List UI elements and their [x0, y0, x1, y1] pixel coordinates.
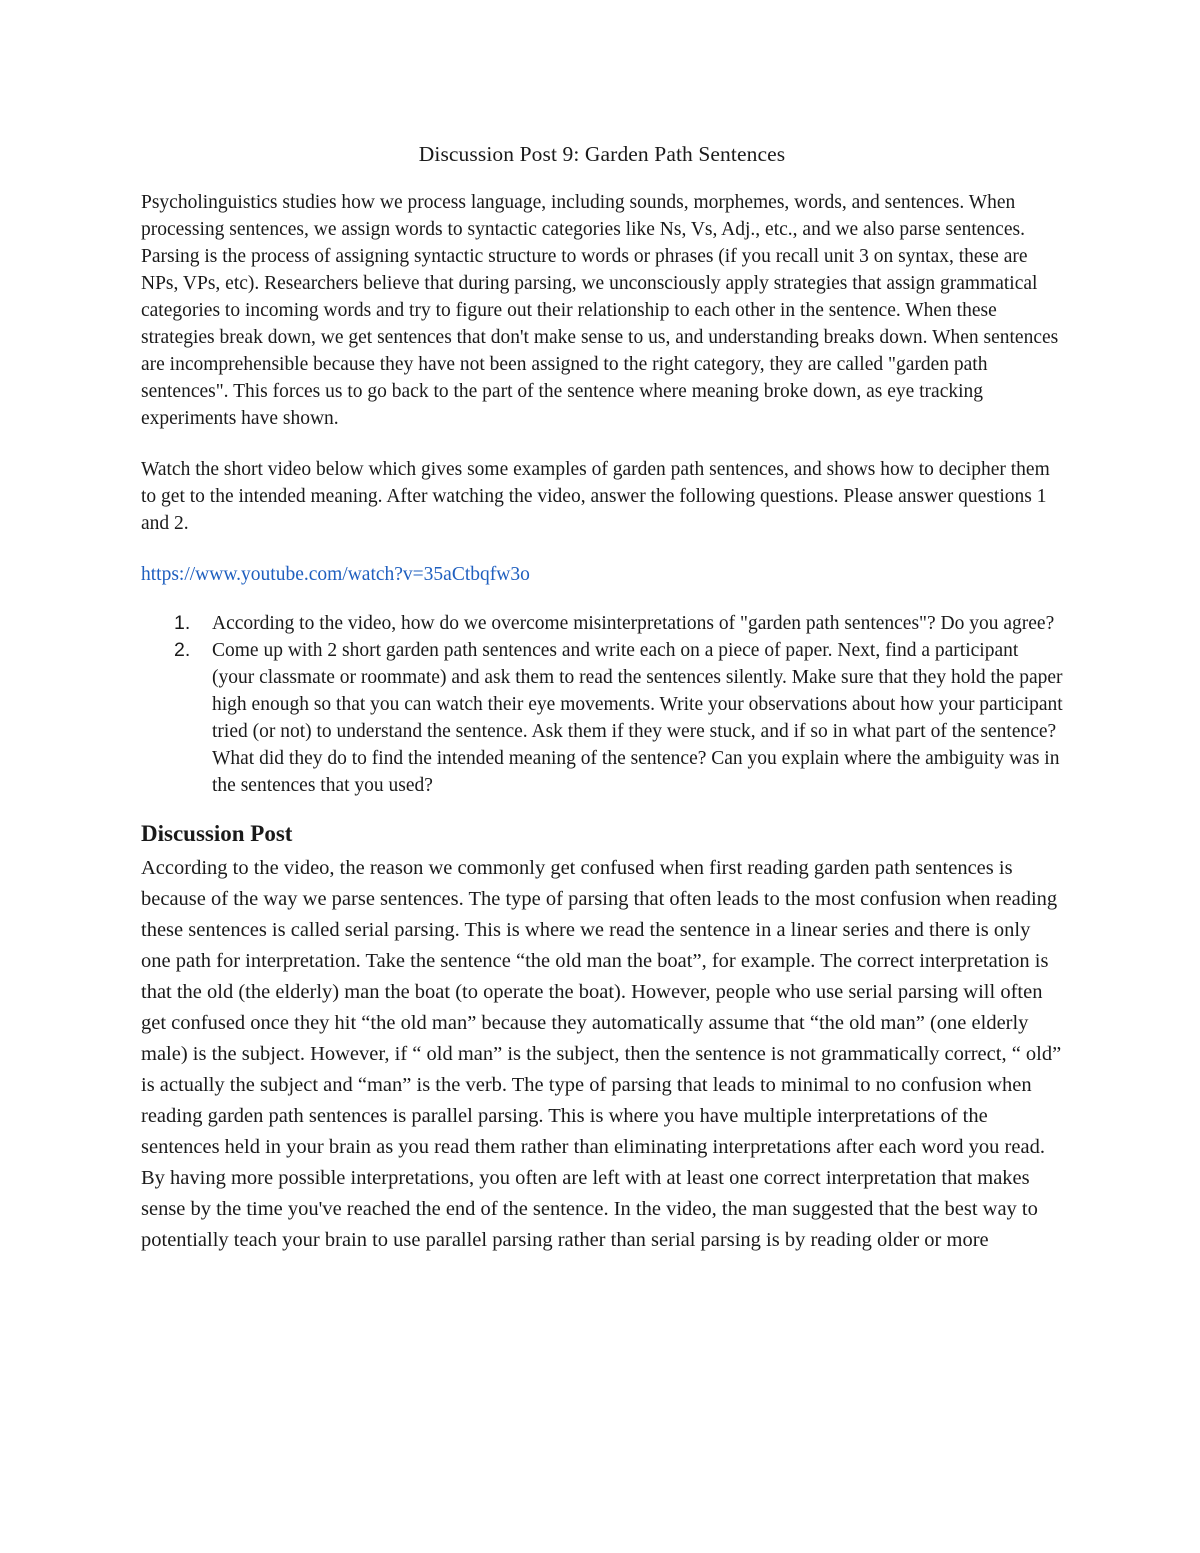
intro-paragraph: Psycholinguistics studies how we process language, including sounds, morphemes, words, and sentences. When processing sentences, we assign words to syntactic categories like Ns, Vs, Adj., etc., and we also parse sentences. Parsing is the process of assigning syntactic structure to words or phrases (if you recall unit 3 on syntax, these are NPs, VPs, etc). Researchers believe that during parsing, we unconsciously apply strategies that assign grammatical categories to incoming words and try to figure out their relationship to each other in the sentence. When these strategies break down, we get sentences that don't make sense to us, and understanding breaks down. When sentences are incomprehensible because they have not been assigned to the right category, they are called "garden path sentences". This forces us to go back to the part of the sentence where meaning broke down, as eye tracking experiments have shown. — [141, 192, 1059, 429]
section-heading: Discussion Post — [141, 821, 293, 846]
question-number: 1. — [174, 612, 191, 634]
question-list — [141, 610, 1063, 799]
instructions-paragraph: Watch the short video below which gives some examples of garden path sentences, and shows how to decipher them to get to the intended meaning. After watching the video, answer the following questions. Please answer questions 1 and 2. — [141, 459, 1050, 534]
question-text: According to the video, how do we overcome misinterpretations of "garden path sentences"? Do you agree? — [212, 613, 1055, 634]
post-body: According to the video, the reason we commonly get confused when first reading garden path sentences is because of the way we parse sentences. The type of parsing that often leads to the most confusion when reading these sentences is called serial parsing. This is where we read the sentence in a linear series and there is only one path for interpretation. Take the sentence “the old man the boat”, for example. The correct interpretation is that the old (the elderly) man the boat (to operate the boat). However, people who use serial parsing will often get confused once they hit “the old man” because they automatically assume that “the old man” (one elderly male) is the subject. However, if “ old man” is the subject, then the sentence is not grammatically correct, “ old” is actually the subject and “man” is the verb. The type of parsing that leads to minimal to no confusion when reading garden path sentences is parallel parsing. This is where you have multiple interpretations of the sentences held in your brain as you read them rather than eliminating interpretations after each word you read. By having more possible interpretations, you often are left with at least one correct interpretation that makes sense by the time you've reached the end of the sentence. In the video, the man suggested that the best way to potentially teach your brain to use parallel parsing rather than serial parsing is by reading older or more — [141, 857, 1062, 1251]
list-item — [141, 637, 1063, 799]
page-title: Discussion Post 9: Garden Path Sentences — [418, 142, 786, 166]
list-item — [141, 610, 1063, 637]
document-page — [141, 142, 1063, 1256]
video-link[interactable]: https://www.youtube.com/watch?v=35aCtbqfw3o — [141, 564, 530, 585]
question-text: Come up with 2 short garden path sentences and write each on a piece of paper. Next, find a participant (your classmate or roommate) and ask them to read the sentences silently. Make sure that they hold the paper high enough so that you can watch their eye movements. Write your observations about how your participant tried (or not) to understand the sentence. Ask them if they were stuck, and if so in what part of the sentence? What did they do to find the intended meaning of the sentence? Can you explain where the ambiguity was in the sentences that you used? — [212, 640, 1063, 796]
question-number: 2. — [174, 639, 191, 661]
